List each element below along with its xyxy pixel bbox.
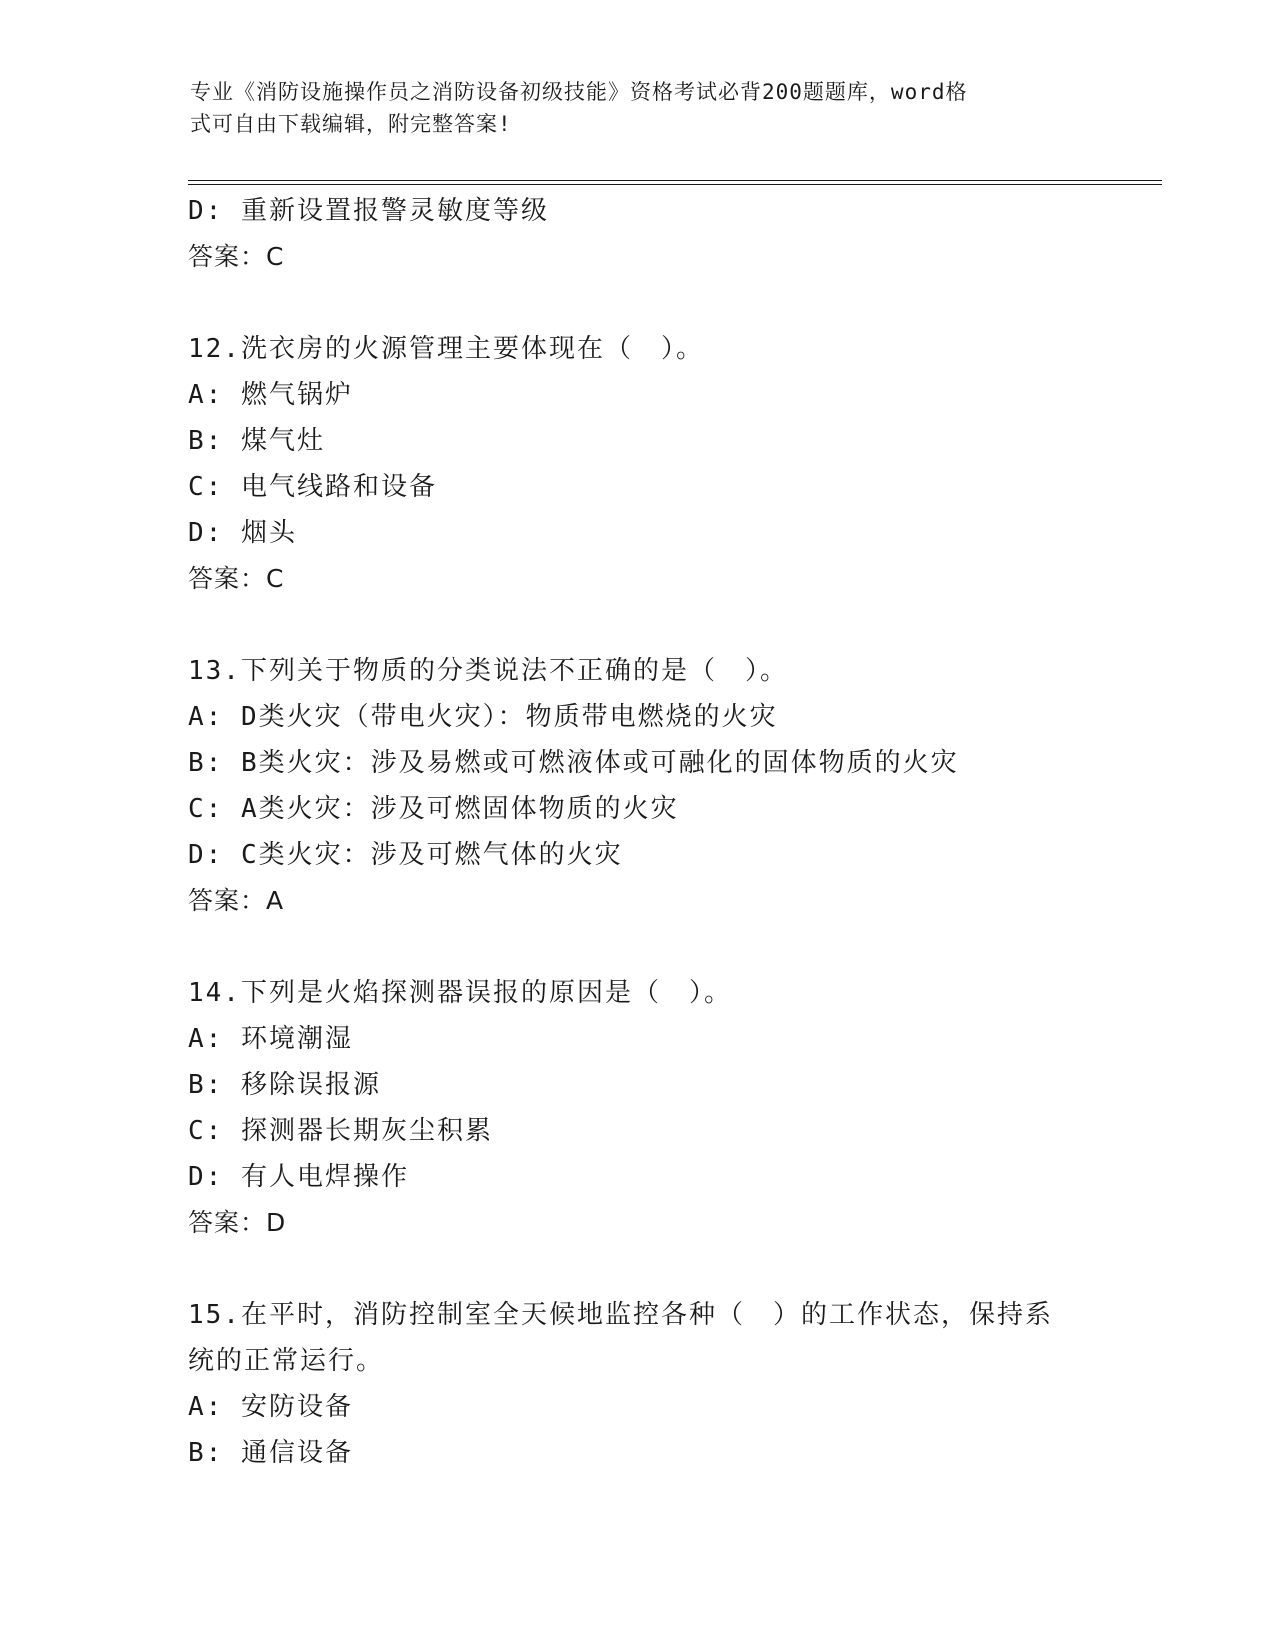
option-d: D: 重新设置报警灵敏度等级 <box>188 196 549 226</box>
option-c: C: 电气线路和设备 <box>188 472 437 502</box>
header-line-2: 式可自由下载编辑，附完整答案! <box>190 112 512 136</box>
spacer <box>188 280 1088 326</box>
answer-label: 答案：D <box>188 1208 287 1237</box>
spacer <box>188 602 1088 648</box>
option-b: B: 移除误报源 <box>188 1070 381 1100</box>
spacer <box>188 924 1088 970</box>
option-a: A: 环境潮湿 <box>188 1024 353 1054</box>
answer-label: 答案：C <box>188 242 285 271</box>
option-b: B: B类火灾：涉及易燃或可燃液体或可融化的固体物质的火灾 <box>188 748 959 778</box>
option-d: D: 烟头 <box>188 518 297 548</box>
option-b: B: 通信设备 <box>188 1438 353 1468</box>
document-header <box>190 76 1070 140</box>
header-divider-top <box>188 180 1162 181</box>
question-11 <box>188 188 1088 280</box>
question-stem: 14.下列是火焰探测器误报的原因是（ ）。 <box>188 978 732 1008</box>
option-c: C: 探测器长期灰尘积累 <box>188 1116 493 1146</box>
question-list <box>188 188 1088 1476</box>
answer-label: 答案：C <box>188 564 285 593</box>
question-stem: 12.洗衣房的火源管理主要体现在（ ）。 <box>188 334 704 364</box>
question-12 <box>188 326 1088 602</box>
spacer <box>188 1246 1088 1292</box>
header-divider-bottom <box>188 184 1162 185</box>
option-a: A: 燃气锅炉 <box>188 380 353 410</box>
answer-label: 答案：A <box>188 886 285 915</box>
option-d: D: 有人电焊操作 <box>188 1162 409 1192</box>
option-a: A: D类火灾（带电火灾）：物质带电燃烧的火灾 <box>188 702 778 732</box>
option-a: A: 安防设备 <box>188 1392 353 1422</box>
question-stem-line-2: 统的正常运行。 <box>188 1346 385 1376</box>
question-stem-line-1: 15.在平时，消防控制室全天候地监控各种（ ）的工作状态，保持系 <box>188 1300 1053 1330</box>
option-d: D: C类火灾：涉及可燃气体的火灾 <box>188 840 623 870</box>
header-line-1: 专业《消防设施操作员之消防设备初级技能》资格考试必背200题题库，word格 <box>190 80 968 104</box>
option-c: C: A类火灾：涉及可燃固体物质的火灾 <box>188 794 679 824</box>
question-13 <box>188 648 1088 924</box>
question-stem: 13.下列关于物质的分类说法不正确的是（ ）。 <box>188 656 788 686</box>
question-14 <box>188 970 1088 1246</box>
option-b: B: 煤气灶 <box>188 426 325 456</box>
question-15 <box>188 1292 1088 1476</box>
